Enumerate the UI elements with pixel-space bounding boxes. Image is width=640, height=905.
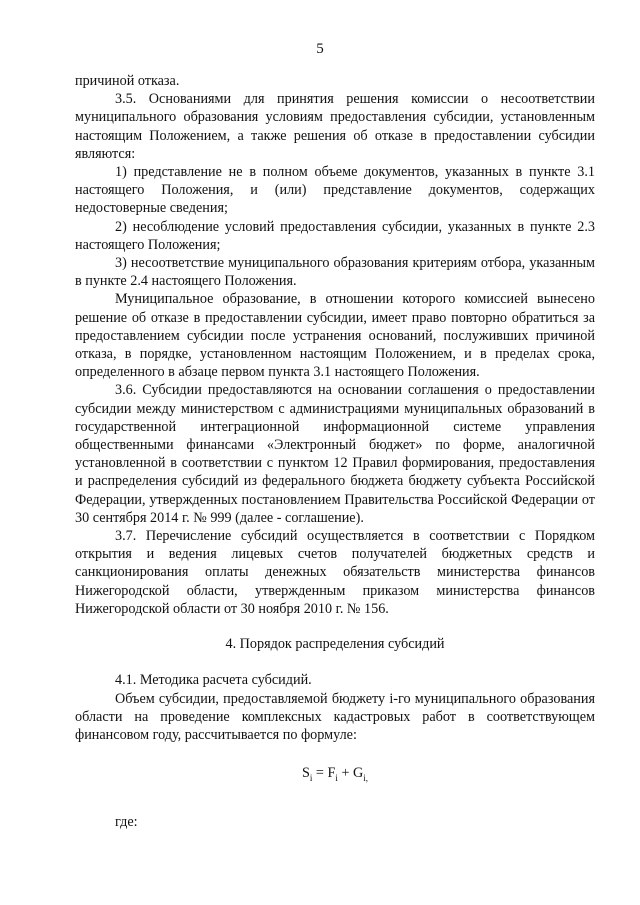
formula-term-f-sub: i <box>335 772 338 783</box>
formula-term-f: F <box>327 765 336 782</box>
formula <box>75 764 595 787</box>
paragraph-3-5: 3.5. Основаниями для принятия решения комиссии о несоответствии муниципального образования условиям предоставления субсидии, установленным настоящим Положением, а также решения об отказе в предоставлении субсидии являются: <box>75 91 595 162</box>
formula-equals: = <box>312 765 328 782</box>
list-item-3: 3) несоответствие муниципального образования критериям отбора, указанным в пункте 2.4 настоящего Положения. <box>75 255 595 290</box>
list-item-2: 2) несоблюдение условий предоставления субсидии, указанных в пункте 2.3 настоящего Положения; <box>75 218 595 253</box>
formula-lhs: S <box>301 765 310 782</box>
formula-term-g-sub: i, <box>363 772 369 783</box>
formula-lhs-sub: i <box>309 772 313 783</box>
paragraph-continuation: причиной отказа. <box>75 73 180 89</box>
paragraph-3-7: 3.7. Перечисление субсидий осуществляется в соответствии с Порядком открытия и ведения лицевых счетов получателей бюджетных средств и санкционирования оплаты денежных обязательств министерства финансов Нижегородской области, утвержденным приказом министерства финансов Нижегородской области от 30 ноября 2010 г. № 156. <box>75 528 595 617</box>
document-body <box>75 72 595 831</box>
page-number: 5 <box>316 41 324 57</box>
list-item-1: 1) представление не в полном объеме документов, указанных в пункте 3.1 настоящего Положения, и (или) представление документов, содержащих недостоверные сведения; <box>75 164 595 217</box>
paragraph-3-6: 3.6. Субсидии предоставляются на основании соглашения о предоставлении субсидии между министерством с администрациями муниципальных образований в государственной интеграционной информационной системе управления общественными финансами «Электронный бюджет» по форме, аналогичной установленной в соответствии с пунктом 12 Правил формирования, предоставления и распределения субсидий из федерального бюджета бюджету субъекта Российской Федерации, утвержденных постановлением Правительства Российской Федерации от 30 сентября 2014 г. № 999 (далее - соглашение). <box>75 382 595 526</box>
paragraph-subsidy-volume: Объем субсидии, предоставляемой бюджету i-го муниципального образования области на проведение комплексных кадастровых работ в соответствующем финансовом году, рассчитывается по формуле: <box>75 690 595 743</box>
paragraph-reapply: Муниципальное образование, в отношении которого комиссией вынесено решение об отказе в предоставлении субсидии, имеет право повторно обратиться за предоставлением субсидии после устранения оснований, послуживших причиной отказа, в порядке, установленном настоящим Положением, и в пределах срока, определенного в абзаце первом пункта 3.1 настоящего Положения. <box>75 291 595 381</box>
formula-term-g: G <box>353 765 364 782</box>
paragraph-4-1: 4.1. Методика расчета субсидий. <box>115 672 312 689</box>
formula-plus: + <box>337 765 353 782</box>
section-heading: 4. Порядок распределения субсидий <box>225 636 445 653</box>
paragraph-where: где: <box>115 814 138 831</box>
